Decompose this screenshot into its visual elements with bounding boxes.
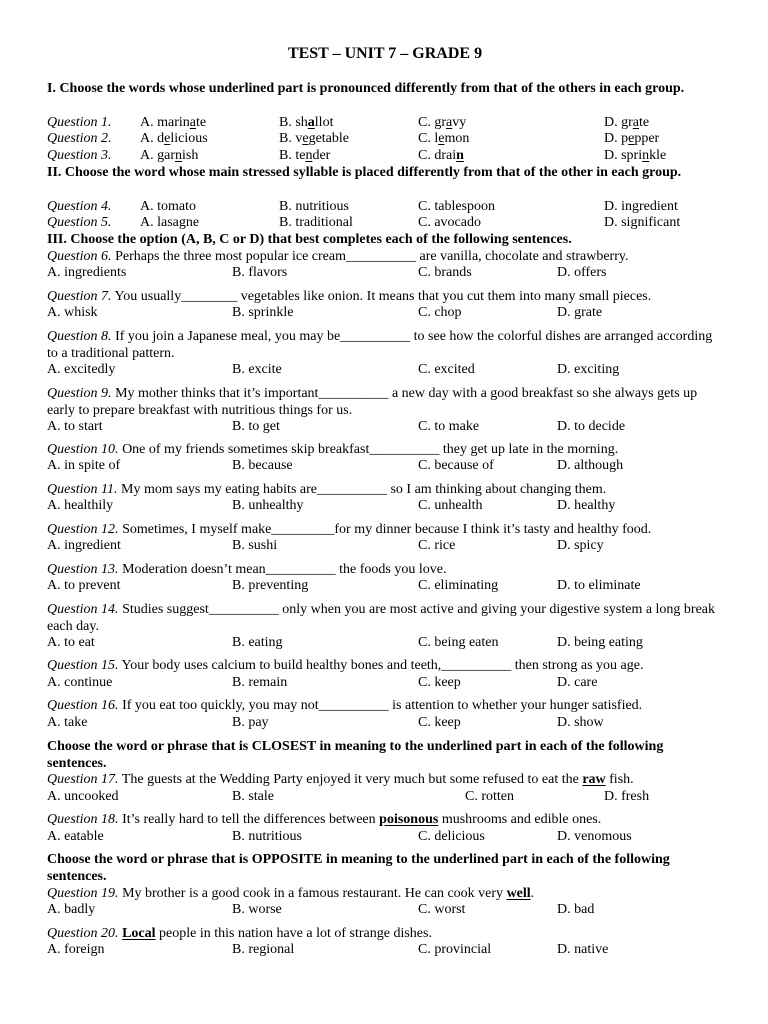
question-13-stem: Question 13. Moderation doesn’t mean__________ the foods you love. (47, 562, 447, 577)
option-d: D. to decide (557, 419, 626, 434)
question-16-options (47, 715, 723, 732)
option-b: B. excite (232, 362, 282, 377)
option-d: D. although (557, 458, 624, 473)
section-3-heading: III. Choose the option (A, B, C or D) that best completes each of the following sentences. (47, 232, 572, 247)
question-10-stem: Question 10. One of my friends sometimes skip breakfast__________ they get up late in the morning. (47, 442, 619, 457)
question-label: Question 20. (47, 926, 119, 941)
option-c: C. being eaten (418, 635, 499, 650)
option-b: B. preventing (232, 578, 309, 593)
question-14-options (47, 635, 723, 652)
option-d: D. spicy (557, 538, 604, 553)
option-c: C. excited (418, 362, 475, 377)
question-18-options (47, 829, 723, 846)
question-label: Question 7. (47, 289, 112, 304)
question-6-options (47, 265, 723, 282)
option-d: D. venomous (557, 829, 632, 844)
question-label: Question 14. (47, 602, 119, 617)
question-label: Question 9. (47, 386, 112, 401)
option-b: B. unhealthy (232, 498, 304, 513)
question-1-row (47, 115, 723, 132)
option-b: B. remain (232, 675, 288, 690)
option-d: D. healthy (557, 498, 616, 513)
option-b: B. vegetable (279, 131, 349, 146)
question-label: Question 15. (47, 658, 119, 673)
option-c: C. gravy (418, 115, 467, 130)
question-17-options (47, 789, 723, 806)
question-15-stem: Question 15. Your body uses calcium to build healthy bones and teeth,__________ then strong as you age. (47, 658, 644, 673)
option-c: C. provincial (418, 942, 492, 957)
option-b: B. tender (279, 148, 331, 163)
question-12-stem: Question 12. Sometimes, I myself make_________for my dinner because I think it’s tasty and healthy food. (47, 522, 652, 537)
option-c: C. eliminating (418, 578, 499, 593)
question-12-options (47, 538, 723, 555)
option-d: D. offers (557, 265, 607, 280)
question-6-stem: Question 6. Perhaps the three most popular ice cream__________ are vanilla, chocolate and strawberry. (47, 249, 629, 264)
question-label: Question 16. (47, 698, 119, 713)
option-d: D. native (557, 942, 609, 957)
question-label: Question 1. (47, 115, 112, 130)
question-7-options (47, 305, 723, 322)
option-a: A. excitedly (47, 362, 116, 377)
option-b: B. sushi (232, 538, 278, 553)
question-17-stem: Question 17. The guests at the Wedding Party enjoyed it very much but some refused to eat the raw fish. (47, 772, 634, 787)
question-11-options (47, 498, 723, 515)
option-b: B. sprinkle (232, 305, 294, 320)
option-b: B. flavors (232, 265, 288, 280)
underlined-word: well (506, 886, 531, 901)
question-8-stem: Question 8. If you join a Japanese meal, you may be__________ to see how the colorful dishes are arranged according to a traditional pattern. (47, 329, 713, 361)
option-d: D. significant (604, 215, 681, 230)
question-8-options (47, 362, 723, 379)
option-c: C. to make (418, 419, 480, 434)
option-b: B. stale (232, 789, 274, 804)
question-16-stem: Question 16. If you eat too quickly, you may not__________ is attention to whether your hunger satisfied. (47, 698, 643, 713)
question-label: Question 18. (47, 812, 119, 827)
option-d: D. exciting (557, 362, 620, 377)
option-a: A. in spite of (47, 458, 121, 473)
option-a: A. tomato (140, 199, 196, 214)
option-c: C. rice (418, 538, 456, 553)
option-d: D. fresh (604, 789, 650, 804)
option-a: A. lasagne (140, 215, 200, 230)
option-a: A. to start (47, 419, 103, 434)
option-d: D. care (557, 675, 598, 690)
option-a: A. healthily (47, 498, 114, 513)
option-a: A. ingredient (47, 538, 121, 553)
option-b: B. pay (232, 715, 269, 730)
option-b: B. because (232, 458, 293, 473)
section-opposite-heading: Choose the word or phrase that is OPPOSITE in meaning to the underlined part in each of the following sentences. (47, 852, 670, 884)
option-c: C. because of (418, 458, 494, 473)
option-d: D. grate (604, 115, 650, 130)
underlined-word: Local (122, 926, 156, 941)
option-c: C. drain (418, 148, 464, 163)
option-d: D. to eliminate (557, 578, 641, 593)
option-c: C. keep (418, 715, 461, 730)
question-19-stem: Question 19. My brother is a good cook in a famous restaurant. He can cook very well. (47, 886, 535, 901)
question-label: Question 10. (47, 442, 119, 457)
question-label: Question 4. (47, 199, 112, 214)
option-b: B. to get (232, 419, 280, 434)
question-9-options (47, 419, 723, 436)
option-d: D. being eating (557, 635, 643, 650)
question-2-row (47, 131, 723, 148)
option-a: A. continue (47, 675, 113, 690)
question-9-stem: Question 9. My mother thinks that it’s important__________ a new day with a good breakfast so she always gets up early to prepare breakfast with nutritious things for us. (47, 386, 698, 418)
question-label: Question 5. (47, 215, 112, 230)
option-b: B. nutritious (279, 199, 350, 214)
option-b: B. nutritious (232, 829, 303, 844)
option-d: D. sprinkle (604, 148, 667, 163)
question-7-stem: Question 7. You usually________ vegetables like onion. It means that you cut them into many small pieces. (47, 289, 652, 304)
question-label: Question 3. (47, 148, 112, 163)
underlined-word: raw (582, 772, 606, 787)
question-label: Question 13. (47, 562, 119, 577)
option-a: A. to prevent (47, 578, 121, 593)
option-c: C. avocado (418, 215, 481, 230)
option-c: C. chop (418, 305, 462, 320)
question-label: Question 6. (47, 249, 112, 264)
question-label: Question 11. (47, 482, 118, 497)
option-a: A. garnish (140, 148, 199, 163)
option-a: A. uncooked (47, 789, 119, 804)
page-title: TEST – UNIT 7 – GRADE 9 (287, 45, 483, 62)
option-c: C. rotten (465, 789, 514, 804)
option-a: A. delicious (140, 131, 208, 146)
option-b: B. shallot (279, 115, 334, 130)
question-10-options (47, 458, 723, 475)
option-a: A. ingredients (47, 265, 127, 280)
option-c: C. worst (418, 902, 466, 917)
option-c: C. lemon (418, 131, 470, 146)
question-3-row (47, 148, 723, 165)
question-5-row (47, 215, 723, 232)
question-20-options (47, 942, 723, 959)
question-4-row (47, 199, 723, 216)
option-c: C. brands (418, 265, 472, 280)
question-20-stem: Question 20. Local people in this nation have a lot of strange dishes. (47, 926, 432, 941)
option-a: A. to eat (47, 635, 95, 650)
option-c: C. unhealth (418, 498, 483, 513)
option-b: B. traditional (279, 215, 353, 230)
question-15-options (47, 675, 723, 692)
option-a: A. eatable (47, 829, 104, 844)
question-18-stem: Question 18. It’s really hard to tell the differences between poisonous mushrooms and edible ones. (47, 812, 602, 827)
option-a: A. take (47, 715, 88, 730)
question-13-options (47, 578, 723, 595)
question-11-stem: Question 11. My mom says my eating habits are__________ so I am thinking about changing them. (47, 482, 607, 497)
section-closest-heading: Choose the word or phrase that is CLOSEST in meaning to the underlined part in each of the following sentences. (47, 739, 664, 771)
option-a: A. badly (47, 902, 96, 917)
question-label: Question 19. (47, 886, 119, 901)
question-label: Question 17. (47, 772, 119, 787)
option-b: B. worse (232, 902, 282, 917)
option-c: C. delicious (418, 829, 485, 844)
underlined-word: poisonous (379, 812, 439, 827)
option-d: D. pepper (604, 131, 660, 146)
question-14-stem: Question 14. Studies suggest__________ only when you are most active and giving your digestive system a long break each day. (47, 602, 716, 634)
option-b: B. eating (232, 635, 283, 650)
option-b: B. regional (232, 942, 295, 957)
section-1-heading: I. Choose the words whose underlined part is pronounced differently from that of the others in each group. (47, 81, 685, 96)
question-label: Question 12. (47, 522, 119, 537)
option-c: C. keep (418, 675, 461, 690)
option-d: D. grate (557, 305, 603, 320)
option-d: D. bad (557, 902, 595, 917)
question-label: Question 8. (47, 329, 112, 344)
option-d: D. ingredient (604, 199, 678, 214)
option-c: C. tablespoon (418, 199, 495, 214)
option-d: D. show (557, 715, 604, 730)
question-19-options (47, 902, 723, 919)
option-a: A. whisk (47, 305, 98, 320)
option-a: A. foreign (47, 942, 105, 957)
question-label: Question 2. (47, 131, 112, 146)
option-a: A. marinate (140, 115, 207, 130)
section-2-heading: II. Choose the word whose main stressed syllable is placed differently from that of the other in each group. (47, 165, 682, 180)
